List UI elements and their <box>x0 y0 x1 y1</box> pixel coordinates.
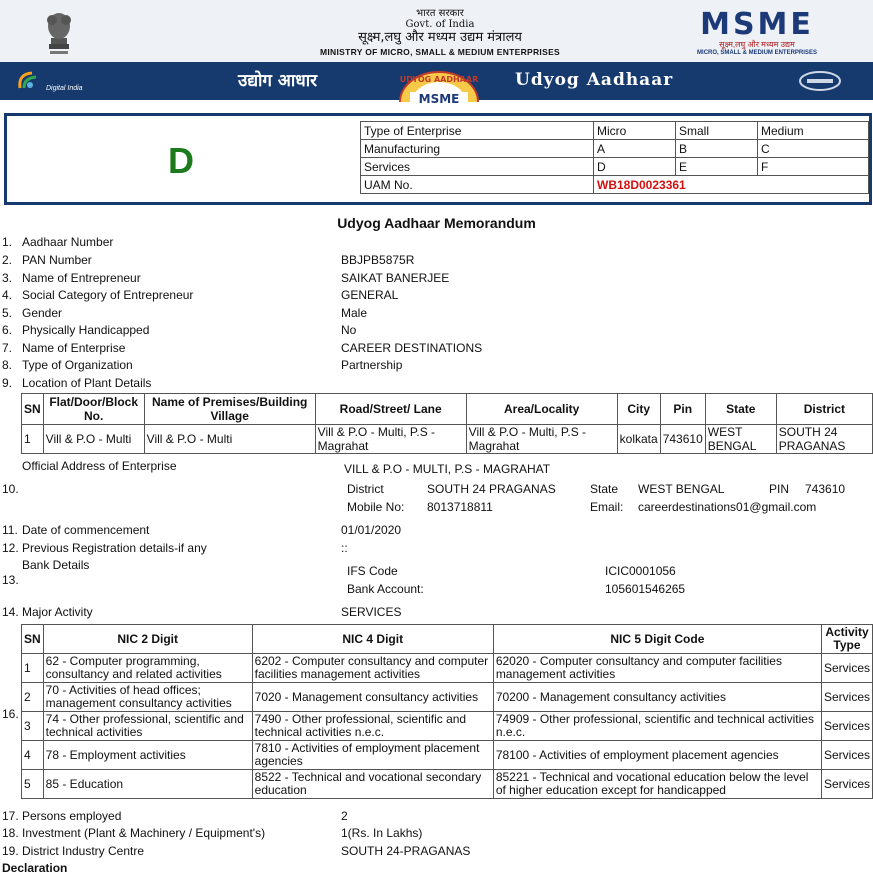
table-cell: Type of Enterprise <box>361 122 594 140</box>
table-row <box>22 654 873 683</box>
declaration-heading: Declaration <box>2 861 68 875</box>
nic-activity-table <box>21 624 873 799</box>
field-value: 1(Rs. In Lakhs) <box>341 826 423 840</box>
field-number: 6. <box>2 323 13 337</box>
field-row <box>0 358 873 375</box>
aadhaar-logo-text: UDYOG AADHAAR <box>399 75 479 84</box>
ifs-code-label: IFS Code <box>347 564 398 578</box>
table-cell: 1 <box>22 654 44 683</box>
table-cell: Vill & P.O - Multi, P.S - Magrahat <box>466 425 617 454</box>
table-cell: 62 - Computer programming, consultancy and related activities <box>43 654 252 683</box>
field-number: 4. <box>2 288 13 302</box>
udyog-hindi-title: उद्योग आधार <box>238 71 318 91</box>
email-label: Email: <box>590 500 624 514</box>
field-number: 10. <box>2 482 19 496</box>
enterprise-category-letter: D <box>168 140 194 181</box>
table-cell: SOUTH 24 PRAGANAS <box>776 425 872 454</box>
table-row <box>22 770 873 799</box>
table-cell: 74 - Other professional, scientific and technical activities <box>43 712 252 741</box>
national-emblem-icon <box>34 8 84 58</box>
table-cell: Small <box>676 122 758 140</box>
ifs-code-value: ICIC0001056 <box>605 564 676 578</box>
table-cell: kolkata <box>617 425 660 454</box>
table-cell: Services <box>821 741 872 770</box>
govt-of-india-text: Govt. of India <box>405 19 475 30</box>
table-cell: Services <box>821 770 872 799</box>
table-cell: Medium <box>758 122 869 140</box>
column-header: Activity Type <box>821 625 872 654</box>
field-label: Name of Enterprise <box>22 341 126 355</box>
table-cell: 8522 - Technical and vocational secondary education <box>252 770 493 799</box>
table-cell: Services <box>821 712 872 741</box>
field-number: 16. <box>2 707 19 721</box>
field-number: 13. <box>2 573 19 587</box>
table-cell: Vill & P.O - Multi, P.S - Magrahat <box>315 425 466 454</box>
table-cell: Services <box>821 654 872 683</box>
udyog-english-title: Udyog Aadhaar <box>515 70 674 90</box>
field-value: GENERAL <box>341 288 399 302</box>
udyog-aadhaar-logo <box>390 62 488 104</box>
table-cell: 2 <box>22 683 44 712</box>
field-number: 3. <box>2 271 13 285</box>
column-header: NIC 2 Digit <box>43 625 252 654</box>
field-value: SOUTH 24-PRAGANAS <box>341 844 471 858</box>
table-cell: Micro <box>594 122 676 140</box>
ministry-header <box>0 0 873 62</box>
email-value: careerdestinations01@gmail.com <box>638 500 817 514</box>
state-value: WEST BENGAL <box>638 482 725 496</box>
table-row <box>22 683 873 712</box>
column-header: Name of Premises/Building Village <box>144 394 315 425</box>
column-header: SN <box>22 625 44 654</box>
official-address-line: VILL & P.O - MULTI, P.S - MAGRAHAT <box>344 462 551 476</box>
mobile-label: Mobile No: <box>347 500 405 514</box>
column-header: Area/Locality <box>466 394 617 425</box>
field-row <box>0 306 873 323</box>
field-value: CAREER DESTINATIONS <box>341 341 483 355</box>
field-row <box>0 826 873 843</box>
table-cell: 78 - Employment activities <box>43 741 252 770</box>
column-header: SN <box>22 394 44 425</box>
field-number: 18. <box>2 826 19 840</box>
enterprise-type-table <box>360 121 869 194</box>
field-row <box>0 288 873 305</box>
field-value: :: <box>341 541 348 555</box>
field-value: SAIKAT BANERJEE <box>341 271 450 285</box>
table-cell: Vill & P.O - Multi <box>144 425 315 454</box>
field-value: No <box>341 323 357 337</box>
field-number: 17. <box>2 809 19 823</box>
field-label: Physically Handicapped <box>22 323 150 337</box>
column-header: State <box>705 394 776 425</box>
hindi-govt-text: भारत सरकार <box>416 8 464 19</box>
field-value: Partnership <box>341 358 403 372</box>
table-cell: 70200 - Management consultancy activities <box>493 683 821 712</box>
field-value: SERVICES <box>341 605 402 619</box>
table-cell: Services <box>821 683 872 712</box>
table-cell: 6202 - Computer consultancy and computer facilities management activities <box>252 654 493 683</box>
field-label: Previous Registration details-if any <box>22 541 207 555</box>
field-value: 01/01/2020 <box>341 523 402 537</box>
table-row <box>361 140 869 158</box>
field-label: Major Activity <box>22 605 93 619</box>
field-label: Aadhaar Number <box>22 235 114 249</box>
field-label: Date of commencement <box>22 523 150 537</box>
field-row <box>0 523 873 540</box>
table-cell: 85221 - Technical and vocational education below the level of higher education except for handicapped <box>493 770 821 799</box>
table-cell: 743610 <box>660 425 705 454</box>
table-cell: 62020 - Computer consultancy and computer facilities management activities <box>493 654 821 683</box>
memorandum-title: Udyog Aadhaar Memorandum <box>337 215 536 231</box>
field-label: Gender <box>22 306 63 320</box>
msme-logo-subtitle: MICRO, SMALL & MEDIUM ENTERPRISES <box>697 50 817 56</box>
column-header: Road/Street/ Lane <box>315 394 466 425</box>
uam-number: WB18D0023361 <box>594 176 869 194</box>
digital-india-logo <box>14 68 94 94</box>
mobile-value: 8013718811 <box>427 500 493 514</box>
msme-logo-hindi: सूक्ष्म,लघु और मध्यम उद्यम <box>719 40 795 49</box>
table-cell: B <box>676 140 758 158</box>
digital-india-text: Digital India <box>46 85 83 92</box>
field-number: 2. <box>2 253 13 267</box>
table-cell: 78100 - Activities of employment placement agencies <box>493 741 821 770</box>
digital-india-icon <box>16 70 44 92</box>
state-label: State <box>590 482 619 496</box>
bank-details-label: Bank Details <box>22 558 90 572</box>
field-row <box>0 605 873 622</box>
table-row <box>22 741 873 770</box>
column-header: Flat/Door/Block No. <box>43 394 144 425</box>
table-row <box>361 122 869 140</box>
district-label: District <box>347 482 384 496</box>
field-number: 8. <box>2 358 13 372</box>
column-header: District <box>776 394 872 425</box>
hindi-ministry-text: सूक्ष्म,लघु और मध्यम उद्यम मंत्रालय <box>358 30 522 45</box>
field-row <box>0 253 873 270</box>
ministry-title-block <box>260 8 620 57</box>
table-cell: 7810 - Activities of employment placement agencies <box>252 741 493 770</box>
uam-label: UAM No. <box>361 176 594 194</box>
field-number: 9. <box>2 376 13 390</box>
field-row <box>0 376 873 393</box>
msme-logo <box>672 7 842 56</box>
field-label: District Industry Centre <box>22 844 145 858</box>
field-row <box>0 235 873 252</box>
pin-value: 743610 <box>805 482 846 496</box>
field-label: Name of Entrepreneur <box>22 271 141 285</box>
pin-label: PIN <box>769 482 790 496</box>
table-cell: 5 <box>22 770 44 799</box>
table-header-row <box>22 625 873 654</box>
table-cell: 74909 - Other professional, scientific and technical activities n.e.c. <box>493 712 821 741</box>
column-header: NIC 5 Digit Code <box>493 625 821 654</box>
field-row <box>0 844 873 861</box>
table-cell: Manufacturing <box>361 140 594 158</box>
table-cell: 1 <box>22 425 44 454</box>
field-number: 5. <box>2 306 13 320</box>
field-row <box>0 809 873 826</box>
table-cell: C <box>758 140 869 158</box>
plant-location-table <box>21 393 873 454</box>
government-seal-icon <box>795 70 845 92</box>
table-cell: WEST BENGAL <box>705 425 776 454</box>
bank-account-value: 105601546265 <box>605 582 686 596</box>
bank-account-label: Bank Account: <box>347 582 424 596</box>
field-number: 19. <box>2 844 19 858</box>
field-number: 11. <box>2 523 18 537</box>
table-cell: 3 <box>22 712 44 741</box>
field-label: Location of Plant Details <box>22 376 152 390</box>
table-cell: Vill & P.O - Multi <box>43 425 144 454</box>
table-row <box>22 712 873 741</box>
field-number: 1. <box>2 235 13 249</box>
column-header: City <box>617 394 660 425</box>
table-cell: F <box>758 158 869 176</box>
field-row <box>0 541 873 558</box>
field-value: BBJPB5875R <box>341 253 415 267</box>
table-row <box>22 425 873 454</box>
table-cell: Services <box>361 158 594 176</box>
field-value: Male <box>341 306 368 320</box>
table-cell: 7020 - Management consultancy activities <box>252 683 493 712</box>
field-label: PAN Number <box>22 253 92 267</box>
table-row <box>361 158 869 176</box>
table-cell: 4 <box>22 741 44 770</box>
field-label: Social Category of Entrepreneur <box>22 288 194 302</box>
aadhaar-logo-msme: MSME <box>418 92 460 104</box>
field-number: 12. <box>2 541 19 555</box>
field-number: 7. <box>2 341 13 355</box>
field-row <box>0 271 873 288</box>
field-label: Investment (Plant & Machinery / Equipment's) <box>22 826 266 840</box>
table-cell: A <box>594 140 676 158</box>
table-cell: 70 - Activities of head offices; management consultancy activities <box>43 683 252 712</box>
field-row <box>0 323 873 340</box>
field-label: Persons employed <box>22 809 122 823</box>
field-row <box>0 341 873 358</box>
field-value: 2 <box>341 809 348 823</box>
ministry-name: MINISTRY OF MICRO, SMALL & MEDIUM ENTERPRISES <box>319 47 561 57</box>
column-header: NIC 4 Digit <box>252 625 493 654</box>
table-cell: 85 - Education <box>43 770 252 799</box>
table-cell: D <box>594 158 676 176</box>
column-header: Pin <box>660 394 705 425</box>
table-header-row <box>22 394 873 425</box>
district-value: SOUTH 24 PRAGANAS <box>427 482 556 496</box>
msme-logo-text: MSME <box>700 7 814 42</box>
official-address-label: Official Address of Enterprise <box>22 459 177 473</box>
field-number: 14. <box>2 605 19 619</box>
table-row <box>361 176 869 194</box>
table-cell: 7490 - Other professional, scientific and technical activities n.e.c. <box>252 712 493 741</box>
field-label: Type of Organization <box>22 358 133 372</box>
table-cell: E <box>676 158 758 176</box>
